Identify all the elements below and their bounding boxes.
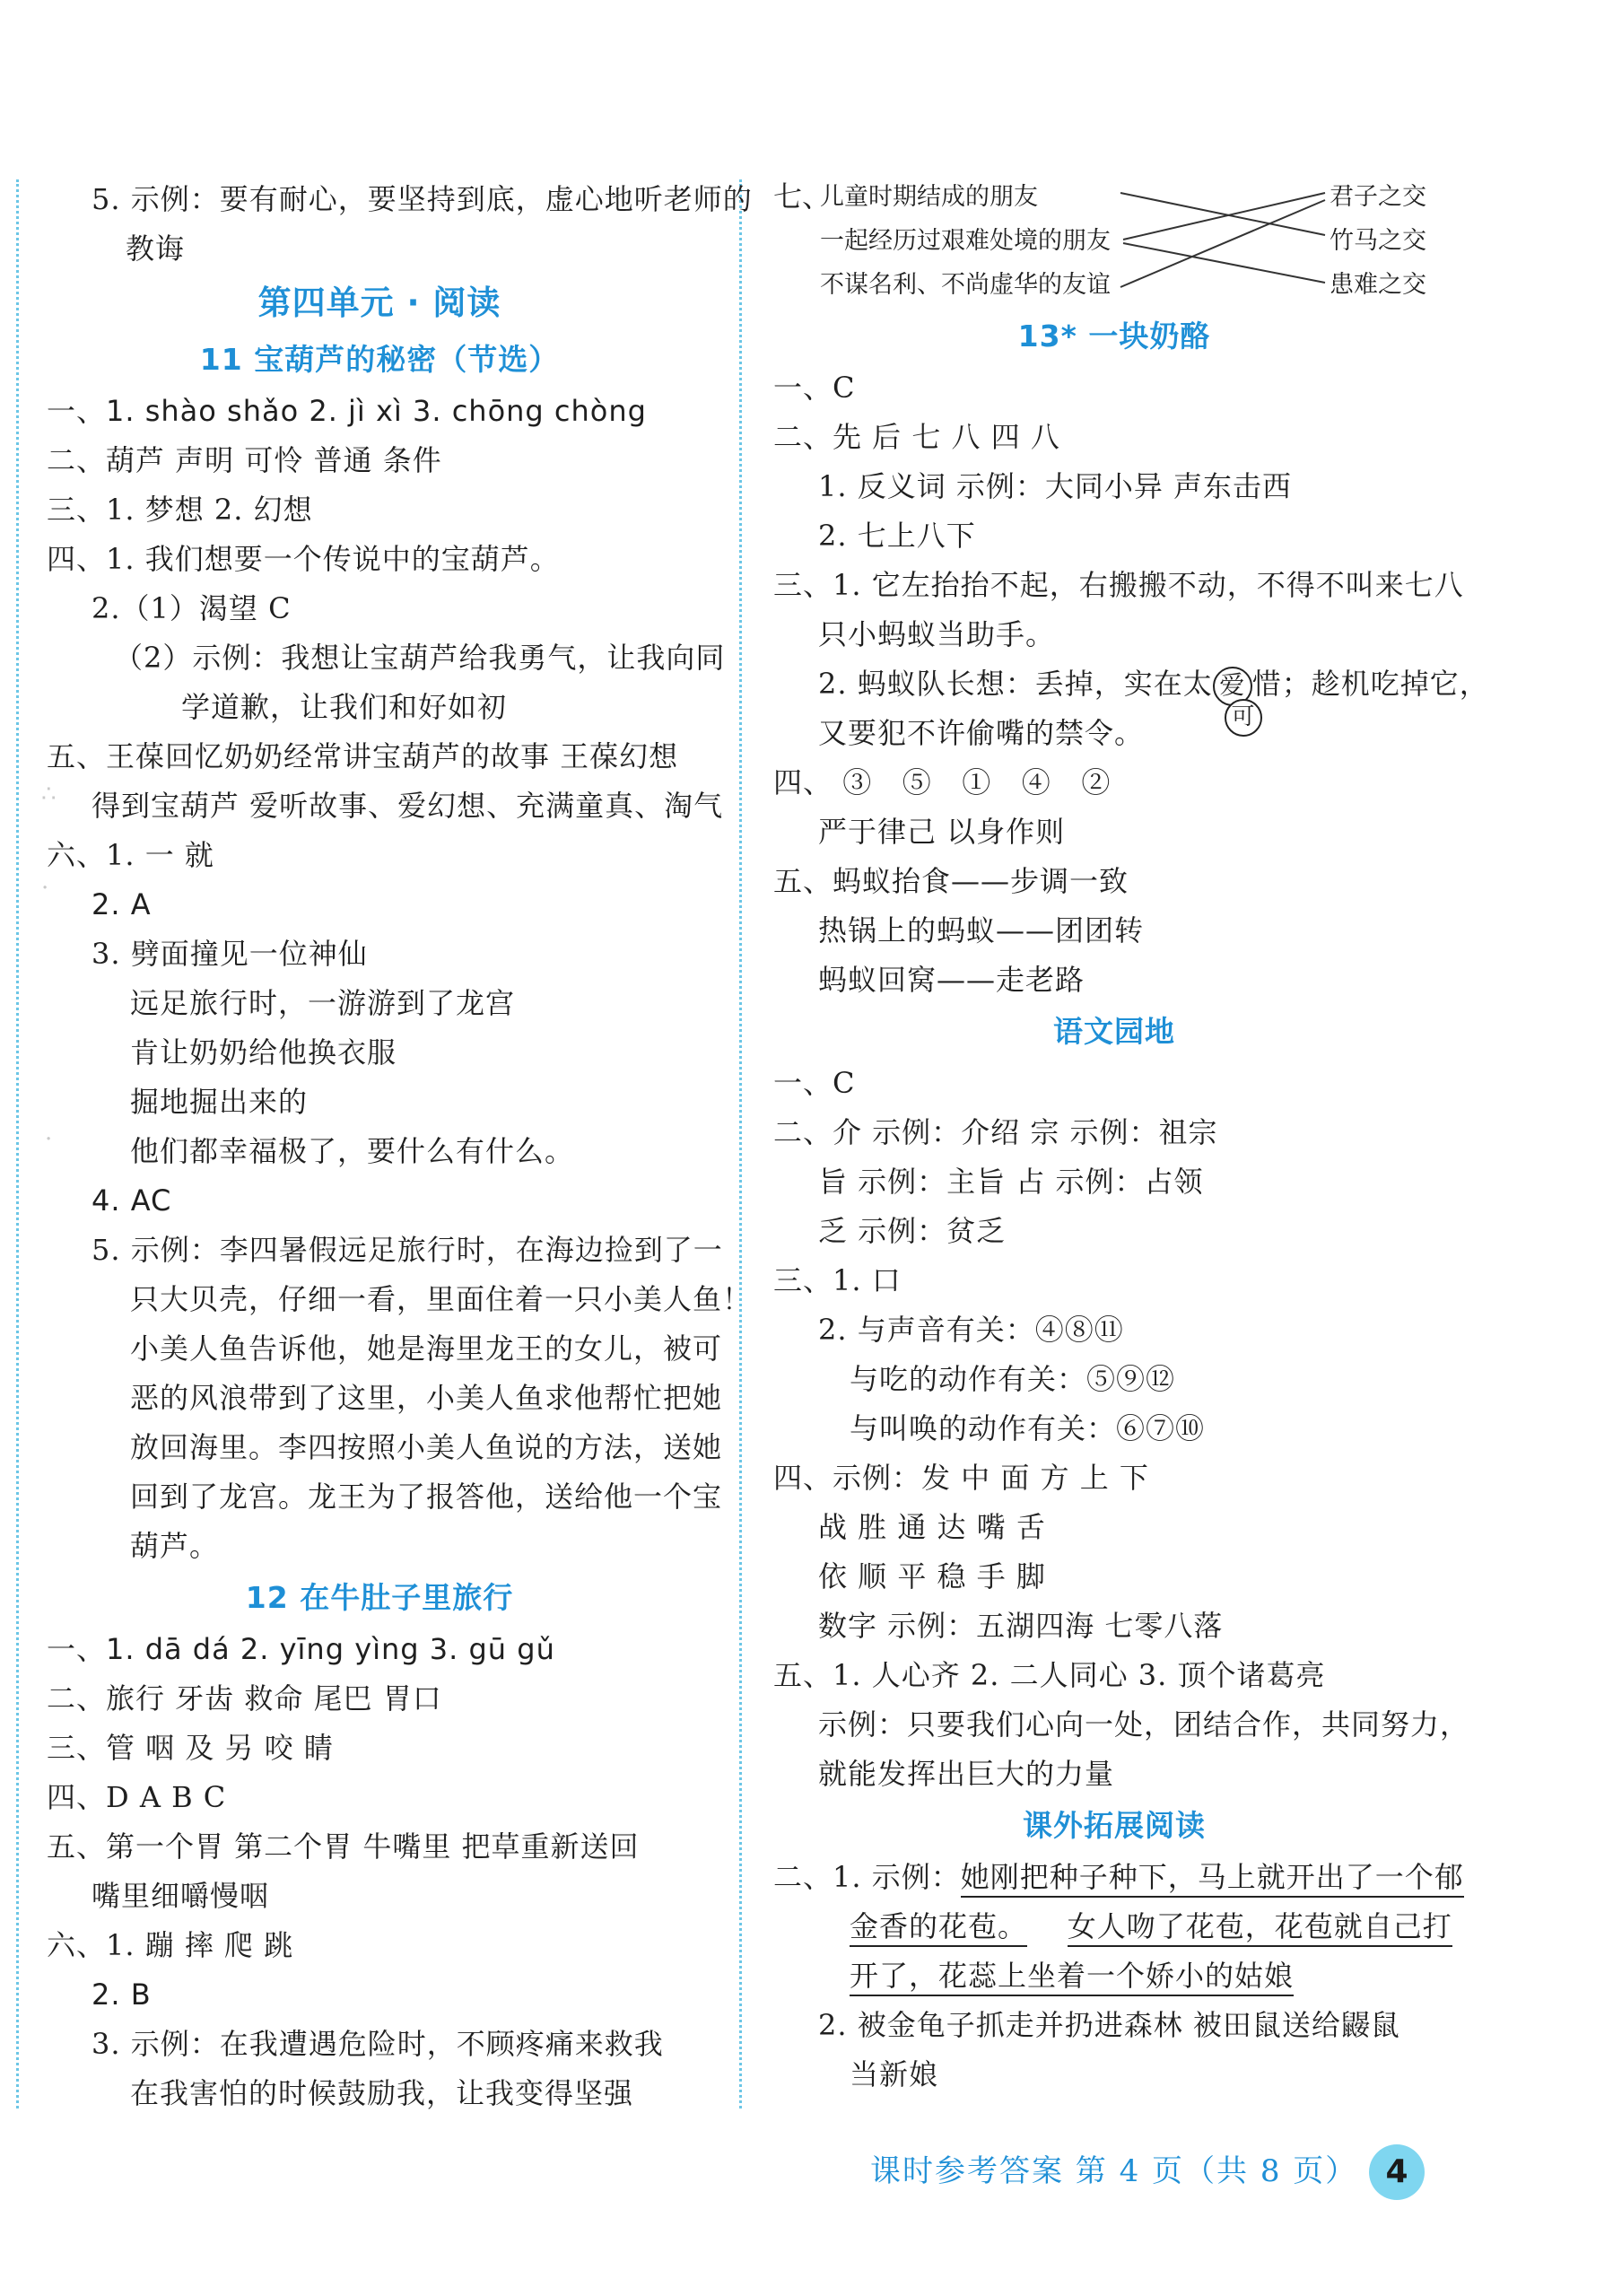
answer-line: 三、1. 口: [773, 1263, 902, 1297]
answer-line: 数字 示例：五湖四海 七零八落: [818, 1609, 1224, 1643]
answer-line: 四、示例：发 中 面 方 上 下: [773, 1461, 1149, 1495]
circled-number: ⑤: [902, 765, 932, 799]
answer-line: 2. 七上八下: [818, 519, 976, 553]
answer-line: 三、1. 梦想 2. 幻想: [47, 493, 313, 527]
answer-line: 当新娘: [850, 2057, 939, 2091]
answer-line: 在我害怕的时候鼓励我，让我变得坚强: [130, 2076, 634, 2110]
answer-line: 二、先 后 七 八 四 八: [773, 420, 1060, 454]
answer-line: 掘地掘出来的: [130, 1085, 309, 1119]
extra-reading-title: 课外拓展阅读: [1023, 1808, 1206, 1843]
answer-line: [773, 758, 1455, 808]
answer-line: 嘴里细嚼慢咽: [92, 1879, 270, 1913]
answer-line: 葫芦。: [130, 1529, 220, 1563]
unit-title: 第四单元 · 阅读: [257, 284, 501, 322]
answer-line: 只大贝壳，仔细一看，里面住着一只小美人鱼！: [130, 1282, 753, 1316]
answer-line: 一、C: [773, 1066, 856, 1100]
page-footer: 课时参考答案 第 4 页（共 8 页）: [870, 2153, 1358, 2189]
margin-smudge-3: ·: [45, 1126, 53, 1153]
column-divider-dotted-line: [739, 179, 742, 2108]
answer-line: （2）示例：我想让宝葫芦给我勇气，让我向同: [114, 641, 726, 675]
answer-line: 4. AC: [92, 1183, 172, 1218]
answer-line: 小美人鱼告诉他，她是海里龙王的女儿，被可: [130, 1331, 723, 1366]
answer-line: 示例：只要我们心向一处，团结合作，共同努力，: [818, 1707, 1470, 1742]
answer-line: 5. 示例：要有耐心，要坚持到底，虚心地听老师的: [92, 182, 753, 216]
yuwen-garden-title: 语文园地: [1053, 1014, 1175, 1049]
answer-line: 2. B: [92, 1977, 152, 2012]
match-left-item: 不谋名利、不尚虚华的友谊: [820, 271, 1111, 299]
answer-text: 四、: [773, 765, 833, 799]
match-line-4: [1123, 243, 1325, 283]
answer-line: 三、管 咽 及 另 咬 睛: [47, 1731, 334, 1765]
answer-line: 五、王葆回忆奶奶经常讲宝葫芦的故事 王葆幻想: [47, 739, 679, 773]
answer-line: 一、1. dā dá 2. yīng yìng 3. gū gǔ: [47, 1632, 555, 1666]
answer-line: 战 胜 通 达 嘴 舌: [818, 1510, 1046, 1544]
match-left-item: 儿童时期结成的朋友: [820, 183, 1038, 211]
answer-line: 旨 示例：主旨 占 示例：占领: [818, 1165, 1204, 1199]
underlined-answer: 女人吻了花苞，花苞就自己打: [1068, 1909, 1452, 1947]
answer-line: 五、第一个胃 第二个胃 牛嘴里 把草重新送回: [47, 1829, 640, 1864]
answer-line: 回到了龙宫。龙王为了报答他，送给他一个宝: [130, 1480, 723, 1514]
answer-line: 热锅上的蚂蚁——团团转: [818, 913, 1145, 947]
answer-line: 放回海里。李四按照小美人鱼说的方法，送她: [130, 1430, 723, 1464]
match-left-item: 一起经历过艰难处境的朋友: [820, 227, 1111, 255]
page-number-badge: 4: [1369, 2144, 1425, 2200]
answer-line: 二、介 示例：介绍 宗 示例：祖宗: [773, 1115, 1218, 1149]
answer-line: 3. 劈面撞见一位神仙: [92, 937, 368, 971]
answer-line: 2. A: [92, 887, 152, 921]
match-right-item: 竹马之交: [1330, 227, 1426, 255]
answer-line: 五、1. 人心齐 2. 二人同心 3. 顶个诸葛亮: [773, 1658, 1326, 1692]
answer-text: 惜；趁机吃掉它，: [1251, 667, 1489, 701]
underlined-answer: 她刚把种子种下，马上就开出了一个郁: [961, 1860, 1464, 1898]
match-right-item: 患难之交: [1330, 271, 1426, 299]
correction-character: 可: [1225, 699, 1262, 737]
circled-number: ④: [1021, 765, 1051, 799]
answer-line: 1. 反义词 示例：大同小异 声东击西: [818, 469, 1293, 503]
answer-text: 2. 蚂蚁队长想：丢掉，实在太: [818, 667, 1213, 701]
answer-line: 得到宝葫芦 爱听故事、爱幻想、充满童真、淘气: [92, 789, 724, 823]
margin-smudge-2: ·: [41, 875, 49, 902]
circled-number: ③: [842, 765, 873, 799]
circled-character: 爱: [1213, 667, 1252, 706]
answer-line: [773, 1902, 1455, 1951]
answer-line: 他们都幸福极了，要什么有什么。: [130, 1134, 575, 1168]
answer-line: 三、1. 它左抬抬不起，右搬搬不动，不得不叫来七八: [773, 568, 1464, 602]
answer-line: 又要犯不许偷嘴的禁令。: [818, 716, 1145, 750]
answer-line: 依 顺 平 稳 手 脚: [818, 1559, 1046, 1593]
answer-line: 四、D A B C: [47, 1780, 227, 1814]
answer-line: 就能发挥出巨大的力量: [818, 1757, 1115, 1791]
answer-line: 学道歉，让我们和好如初: [181, 690, 508, 724]
answer-line: 只小蚂蚁当助手。: [818, 617, 1056, 651]
answer-line: 乏 示例：贫乏: [818, 1214, 1007, 1248]
answer-line: 2.（1）渴望 C: [92, 591, 292, 625]
answer-line: 二、旅行 牙齿 救命 尾巴 胃口: [47, 1681, 442, 1715]
answer-line: 3. 示例：在我遭遇危险时，不顾疼痛来救我: [92, 2027, 664, 2061]
matching-exercise: [773, 175, 1455, 310]
answer-line: 严于律己 以身作则: [818, 815, 1066, 849]
left-column: [47, 175, 753, 2118]
answer-line: 教诲: [126, 231, 186, 266]
answer-line: 四、1. 我们想要一个传说中的宝葫芦。: [47, 542, 560, 576]
right-column: [773, 175, 1489, 2100]
underlined-answer: 开了，花蕊上坐着一个娇小的姑娘: [850, 1959, 1294, 1996]
match-right-item: 君子之交: [1330, 183, 1426, 211]
answer-text: 二、1. 示例：: [773, 1860, 961, 1894]
answer-line: 5. 示例：李四暑假远足旅行时，在海边捡到了一: [92, 1233, 723, 1267]
margin-smudge-1: ∴: [41, 781, 57, 808]
answer-line: 肯让奶奶给他换衣服: [130, 1035, 397, 1069]
left-margin-dotted-line: [16, 179, 19, 2108]
answer-line-with-correction: [773, 659, 1489, 730]
answer-line: [773, 1951, 1455, 2001]
answer-line: 二、葫芦 声明 可怜 普通 条件: [47, 443, 442, 477]
answer-line: 一、1. shào shǎo 2. jì xì 3. chōng chòng: [47, 394, 647, 428]
answer-line: 2. 被金龟子抓走并扔进森林 被田鼠送给鼹鼠: [818, 2008, 1400, 2042]
answer-line: 与吃的动作有关：⑤⑨⑫: [850, 1362, 1176, 1396]
lesson-11-title: 11 宝葫芦的秘密（节选）: [199, 342, 560, 377]
answer-line: 六、1. 一 就: [47, 838, 214, 872]
lesson-13-title: 13* 一块奶酪: [1017, 319, 1211, 354]
question-7-label: 七、: [773, 179, 832, 214]
answer-line: 一、C: [773, 371, 856, 405]
underlined-answer: 金香的花苞。: [850, 1909, 1027, 1947]
circled-number: ①: [962, 765, 992, 799]
answer-line: 远足旅行时，一游游到了龙宫: [130, 986, 516, 1020]
answer-line: 五、蚂蚁抬食——步调一致: [773, 864, 1129, 898]
answer-line: 六、1. 蹦 摔 爬 跳: [47, 1928, 294, 1962]
lesson-12-title: 12 在牛肚子里旅行: [245, 1580, 514, 1615]
answer-line: 恶的风浪带到了这里，小美人鱼求他帮忙把她: [130, 1381, 723, 1415]
answer-line: [773, 1853, 1464, 1902]
circled-number: ②: [1081, 765, 1112, 799]
answer-line: 与叫唤的动作有关：⑥⑦⑩: [850, 1411, 1206, 1445]
answer-line: 2. 与声音有关：④⑧⑪: [818, 1313, 1124, 1347]
answer-line: 蚂蚁回窝——走老路: [818, 963, 1086, 997]
